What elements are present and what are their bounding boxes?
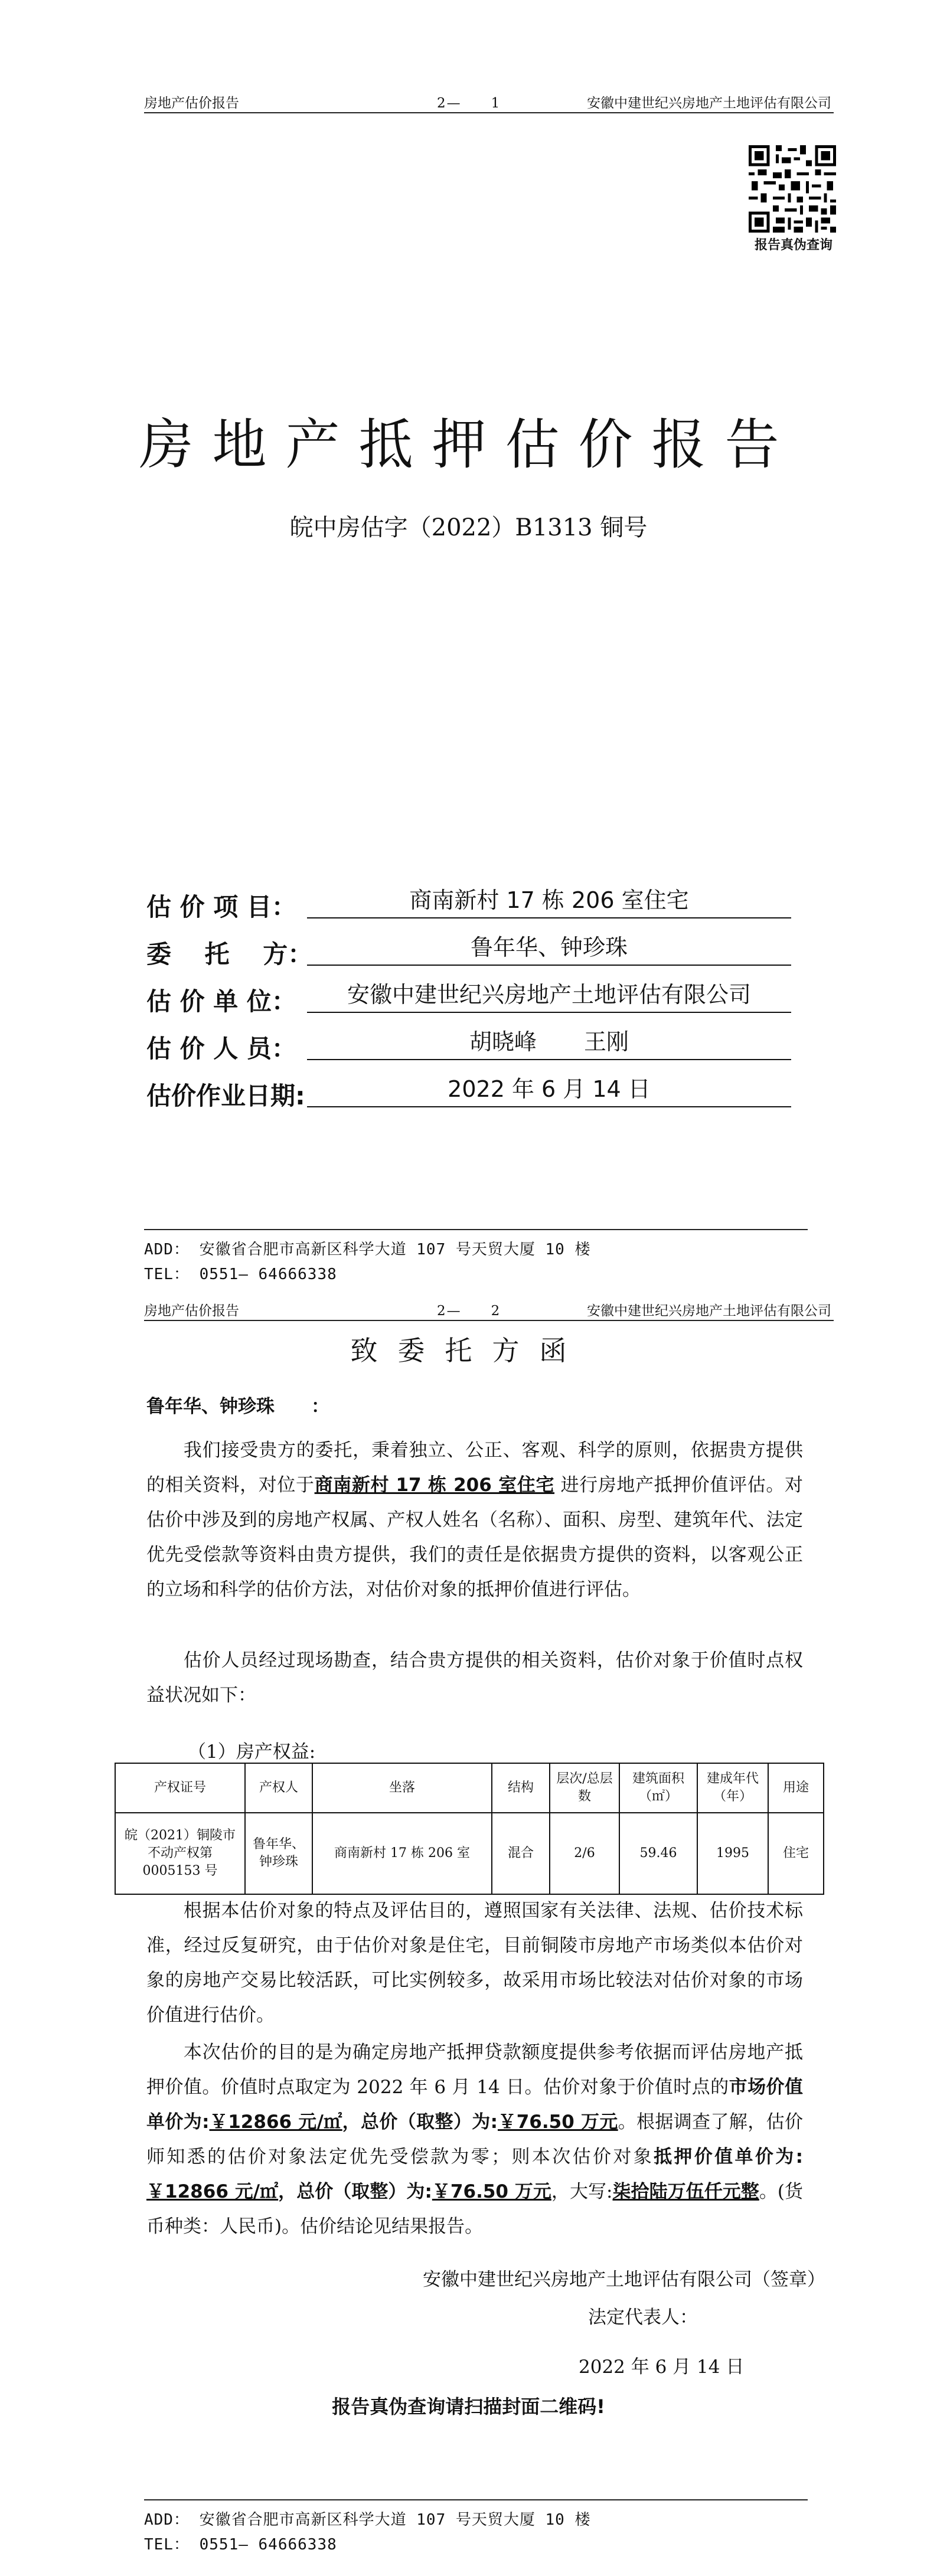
table-header-cell: 坐落	[312, 1763, 492, 1813]
info-label: 委 托 方：	[146, 940, 313, 969]
mortgage-total-price: ￥76.50 万元	[432, 2181, 551, 2202]
table-header-cell: 建筑面积（㎡）	[619, 1763, 697, 1813]
text-span: 。根据调查了解，估价师知悉的估价对象法定优先受偿款为零；则本次估价对象	[146, 2111, 803, 2168]
info-value	[307, 1025, 791, 1060]
table-cell: 1995	[697, 1813, 768, 1894]
rights-subheading: （1）房产权益:	[188, 1741, 316, 1763]
qr-caption: 报告真伪查询	[754, 237, 832, 253]
text-span: 根据本估价对象的特点及评估目的，遵照国家有关法律、法规、估价技术标准，经过反复研究，由于估价对象是住宅，目前铜陵市房地产市场类似本估价对象的房地产交易比较活跃，可比实例较多，故采用市场比较法对估价对象的市场价值进行估价。	[146, 1900, 803, 2026]
footer-divider	[144, 2499, 808, 2500]
table-cell: 混合	[492, 1813, 550, 1894]
header-page-number: 2— 1	[437, 96, 501, 111]
letter-date: 2022 年 6 月 14 日	[579, 2356, 745, 2378]
info-value: 2022 年 6 月 14 日	[307, 1072, 791, 1107]
info-label: 估价作业日期:	[146, 1081, 305, 1110]
info-value: 商南新村 17 栋 206 室住宅	[307, 883, 791, 918]
amount-in-words: 柒拾陆万伍仟元整	[612, 2181, 759, 2202]
footer-divider	[144, 1229, 808, 1230]
letter-paragraph-2	[146, 1643, 803, 1713]
page-header	[144, 1296, 834, 1321]
table-cell: 鲁年华、钟珍珠	[245, 1813, 312, 1894]
header-left-text: 房地产估价报告	[144, 96, 239, 111]
header-left-text: 房地产估价报告	[144, 1303, 239, 1319]
footer-address: ADD： 安徽省合肥市高新区科学大道 107 号天贸大厦 10 楼	[144, 1241, 591, 1258]
footer-address: ADD： 安徽省合肥市高新区科学大道 107 号天贸大厦 10 楼	[144, 2511, 591, 2529]
table-header-cell: 建成年代（年）	[697, 1763, 768, 1813]
legal-representative: 法定代表人：	[588, 2307, 698, 2328]
table-header-cell: 产权人	[245, 1763, 312, 1813]
table-header-row	[115, 1763, 824, 1813]
table-header-cell: 产权证号	[115, 1763, 245, 1813]
text-span: 。(货币种类：人民币)。估价结论见结果报告。	[146, 2181, 803, 2237]
report-number: 皖中房估字（2022）B1313 铜号	[289, 514, 648, 541]
table-cell: 皖（2021）铜陵市不动产权第0005153 号	[115, 1813, 245, 1894]
table-cell: 59.46	[619, 1813, 697, 1894]
header-company-text: 安徽中建世纪兴房地产土地评估有限公司	[587, 96, 831, 111]
header-company-text: 安徽中建世纪兴房地产土地评估有限公司	[587, 1303, 831, 1319]
text-span: 估价人员经过现场勘查，结合贵方提供的相关资料，估价对象于价值时点权益状况如下：	[146, 1650, 803, 1706]
verification-note: 报告真伪查询请扫描封面二维码!	[332, 2395, 605, 2418]
text-span: ，总价（取整）为:	[342, 2111, 498, 2133]
table-cell: 商南新村 17 栋 206 室	[312, 1813, 492, 1894]
text-span: 抵押价值单价为:	[654, 2146, 803, 2168]
appraiser-name: 王刚	[584, 1029, 629, 1055]
report-title: 房地产抵押估价报告	[139, 413, 798, 476]
text-span: ，总价（取整）为:	[278, 2181, 432, 2202]
table-cell: 住宅	[768, 1813, 824, 1894]
company-signature: 安徽中建世纪兴房地产土地评估有限公司（签章）	[423, 2269, 825, 2290]
header-page-number: 2— 2	[437, 1303, 501, 1319]
table-header-cell: 层次/总层数	[550, 1763, 619, 1813]
letter-paragraph-3	[146, 1894, 803, 2033]
table-row	[115, 1813, 824, 1894]
table-header-cell: 结构	[492, 1763, 550, 1813]
text-span: 我们接受贵方的委托，秉着独立、公正、客观、科学的原则，依据贵方提供的相关资料，对位于	[146, 1440, 803, 1496]
table-header-cell: 用途	[768, 1763, 824, 1813]
text-span: 进行房地产抵押价值评估。对估价中涉及到的房地产权属、产权人姓名（名称）、面积、房型、建筑年代、法定优先受偿款等资料由贵方提供，我们的责任是依据贵方提供的资料，以客观公正的立场和科学的估价方法，对估价对象的抵押价值进行评估。	[146, 1475, 803, 1600]
letter-title: 致委托方函	[350, 1335, 587, 1367]
letter-paragraph-4	[146, 2035, 803, 2244]
text-span: ，大写:	[551, 2181, 613, 2202]
info-value: 安徽中建世纪兴房地产土地评估有限公司	[307, 978, 791, 1013]
footer-phone: TEL： 0551— 64666338	[144, 2536, 337, 2554]
page-header	[144, 89, 834, 113]
text-span: 市场价值单价为:	[146, 2077, 804, 2133]
text-span: 本次估价的目的是为确定房地产抵押贷款额度提供参考依据而评估房地产抵押价值。价值时点取定为 2022 年 6 月 14 日。估价对象于价值时点的	[146, 2042, 803, 2098]
mortgage-unit-price: ￥12866 元/㎡	[146, 2181, 279, 2202]
info-label: 估 价 项 目：	[146, 893, 296, 921]
footer-phone: TEL： 0551— 64666338	[144, 1266, 337, 1283]
table-cell: 2/6	[550, 1813, 619, 1894]
info-label: 估 价 人 员：	[146, 1034, 296, 1063]
appraisal-object: 商南新村 17 栋 206 室住宅	[314, 1475, 555, 1496]
property-rights-table	[115, 1763, 824, 1895]
market-total-price: ￥76.50 万元	[498, 2111, 618, 2133]
info-value: 鲁年华、钟珍珠	[307, 930, 791, 966]
letter-addressee: 鲁年华、钟珍珠 ：	[146, 1396, 329, 1417]
letter-page	[0, 1294, 937, 2576]
letter-paragraph-1	[146, 1433, 803, 1607]
qr-code-icon[interactable]	[749, 145, 836, 233]
market-unit-price: ￥12866 元/㎡	[209, 2111, 342, 2133]
info-label: 估 价 单 位：	[146, 987, 296, 1016]
appraiser-name: 胡晓峰	[469, 1029, 537, 1055]
